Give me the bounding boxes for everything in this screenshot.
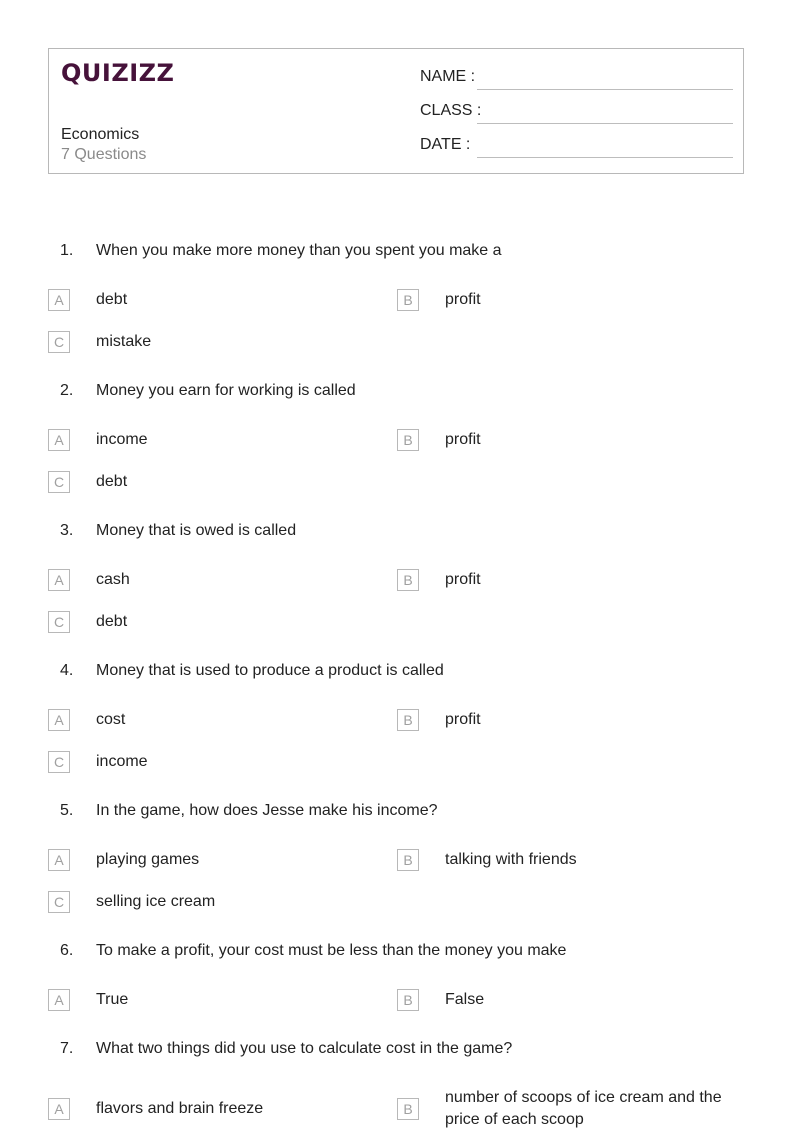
option-text: True — [96, 991, 129, 1008]
option-letter-box[interactable]: C — [48, 611, 70, 633]
question-text: Money that is used to produce a product is called — [96, 662, 444, 679]
worksheet-title: Economics — [61, 126, 140, 143]
date-field[interactable] — [477, 157, 733, 158]
option-text: profit — [445, 291, 481, 308]
option-text: profit — [445, 571, 481, 588]
option-letter-box[interactable]: C — [48, 891, 70, 913]
option-text: profit — [445, 711, 481, 728]
option-letter-box[interactable]: B — [397, 429, 419, 451]
option-letter-box[interactable]: A — [48, 1098, 70, 1120]
question-number: 6. — [60, 942, 74, 959]
question-text: Money you earn for working is called — [96, 382, 356, 399]
option-text: debt — [96, 473, 128, 490]
option-letter-box[interactable]: B — [397, 569, 419, 591]
option-text: mistake — [96, 333, 152, 350]
option-text: debt — [96, 613, 128, 630]
option-letter-box[interactable]: C — [48, 331, 70, 353]
option-letter-box[interactable]: A — [48, 849, 70, 871]
question-text: In the game, how does Jesse make his income? — [96, 802, 438, 819]
name-field[interactable] — [477, 89, 733, 90]
option-text: flavors and brain freeze — [96, 1100, 264, 1117]
name-label: NAME : — [420, 68, 476, 85]
question-text: When you make more money than you spent you make a — [96, 242, 502, 259]
option-letter-box[interactable]: A — [48, 989, 70, 1011]
option-letter-box[interactable]: A — [48, 289, 70, 311]
question-text: To make a profit, your cost must be less than the money you make — [96, 942, 567, 959]
option-letter-box[interactable]: C — [48, 751, 70, 773]
option-text: number of scoops of ice cream and the price of each scoop — [445, 1089, 722, 1128]
worksheet-header — [48, 48, 744, 174]
option-text: profit — [445, 431, 481, 448]
option-text: income — [96, 753, 148, 770]
question-number: 2. — [60, 382, 74, 399]
class-label: CLASS : — [420, 102, 482, 119]
question-number: 5. — [60, 802, 74, 819]
option-letter-box[interactable]: B — [397, 289, 419, 311]
option-text: False — [445, 991, 485, 1008]
option-letter-box[interactable]: A — [48, 569, 70, 591]
option-text: debt — [96, 291, 128, 308]
date-label: DATE : — [420, 136, 471, 153]
question-count: 7 Questions — [61, 146, 147, 163]
option-letter-box[interactable]: B — [397, 1098, 419, 1120]
option-text: playing games — [96, 851, 200, 868]
question-number: 3. — [60, 522, 74, 539]
class-field[interactable] — [477, 123, 733, 124]
question-number: 4. — [60, 662, 74, 679]
option-letter-box[interactable]: A — [48, 429, 70, 451]
option-text: cost — [96, 711, 126, 728]
quizizz-logo: QUIZIZZ — [61, 59, 175, 87]
option-letter-box[interactable]: A — [48, 709, 70, 731]
question-text: Money that is owed is called — [96, 522, 297, 539]
option-text: income — [96, 431, 148, 448]
option-letter-box[interactable]: B — [397, 709, 419, 731]
question-number: 1. — [60, 242, 74, 259]
question-number: 7. — [60, 1040, 74, 1057]
option-text: talking with friends — [445, 851, 577, 868]
option-letter-box[interactable]: B — [397, 989, 419, 1011]
question-text: What two things did you use to calculate cost in the game? — [96, 1040, 513, 1057]
option-letter-box[interactable]: B — [397, 849, 419, 871]
option-letter-box[interactable]: C — [48, 471, 70, 493]
option-text: cash — [96, 571, 130, 588]
option-text: selling ice cream — [96, 893, 216, 910]
